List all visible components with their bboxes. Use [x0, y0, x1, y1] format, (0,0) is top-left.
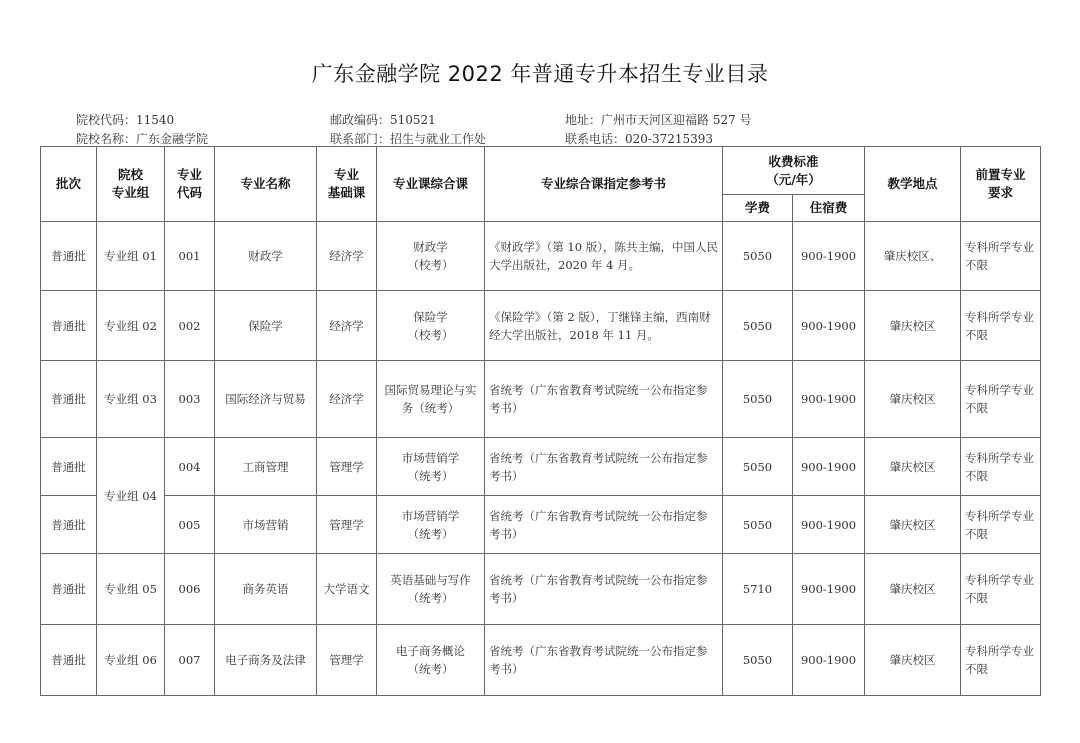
table-row [41, 625, 1041, 696]
cell-lodging: 900-1900 [793, 554, 865, 625]
cell-location: 肇庆校区 [865, 291, 961, 361]
header-batch: 批次 [41, 147, 97, 222]
cell-comprehensive: 电子商务概论 （统考） [377, 625, 485, 696]
cell-basic: 管理学 [317, 438, 377, 496]
cell-reference: 省统考（广东省教育考试院统一公布指定参考书） [485, 554, 723, 625]
cell-batch: 普通批 [41, 496, 97, 554]
cell-reference: 《保险学》（第 2 版），丁继锋主编，西南财经大学出版社，2018 年 11 月。 [485, 291, 723, 361]
cell-prerequisite: 专科所学专业不限 [961, 361, 1041, 438]
header-code: 专业 代码 [165, 147, 215, 222]
cell-code: 001 [165, 222, 215, 291]
cell-prerequisite: 专科所学专业不限 [961, 554, 1041, 625]
cell-tuition: 5050 [723, 438, 793, 496]
contact-department: 联系部门：招生与就业工作处 [330, 132, 487, 146]
cell-batch: 普通批 [41, 361, 97, 438]
cell-reference: 省统考（广东省教育考试院统一公布指定参考书） [485, 496, 723, 554]
cell-reference: 《财政学》（第 10 版），陈共主编，中国人民大学出版社，2020 年 4 月。 [485, 222, 723, 291]
cell-comprehensive: 市场营销学 （统考） [377, 438, 485, 496]
cell-major: 国际经济与贸易 [215, 361, 317, 438]
cell-major: 市场营销 [215, 496, 317, 554]
cell-comprehensive: 市场营销学 （统考） [377, 496, 485, 554]
header-basic-course: 专业 基础课 [317, 147, 377, 222]
cell-reference: 省统考（广东省教育考试院统一公布指定参考书） [485, 361, 723, 438]
cell-code: 005 [165, 496, 215, 554]
postal-code: 邮政编码：510521 [330, 113, 436, 127]
cell-lodging: 900-1900 [793, 222, 865, 291]
cell-group: 专业组 05 [97, 554, 165, 625]
cell-code: 006 [165, 554, 215, 625]
header-reference-book: 专业综合课指定参考书 [485, 147, 723, 222]
cell-tuition: 5050 [723, 291, 793, 361]
table-row [41, 222, 1041, 291]
cell-basic: 管理学 [317, 496, 377, 554]
cell-major: 保险学 [215, 291, 317, 361]
cell-batch: 普通批 [41, 438, 97, 496]
table-row [41, 361, 1041, 438]
cell-tuition: 5050 [723, 361, 793, 438]
cell-location: 肇庆校区 [865, 496, 961, 554]
cell-lodging: 900-1900 [793, 361, 865, 438]
cell-comprehensive: 国际贸易理论与实务（统考） [377, 361, 485, 438]
cell-reference: 省统考（广东省教育考试院统一公布指定参考书） [485, 625, 723, 696]
cell-batch: 普通批 [41, 291, 97, 361]
cell-basic: 经济学 [317, 291, 377, 361]
cell-location: 肇庆校区 [865, 361, 961, 438]
cell-lodging: 900-1900 [793, 438, 865, 496]
cell-prerequisite: 专科所学专业不限 [961, 291, 1041, 361]
header-tuition: 学费 [723, 195, 793, 222]
cell-group: 专业组 06 [97, 625, 165, 696]
cell-prerequisite: 专科所学专业不限 [961, 438, 1041, 496]
cell-lodging: 900-1900 [793, 625, 865, 696]
majors-table [40, 146, 1041, 696]
table-row [41, 554, 1041, 625]
table-row [41, 438, 1041, 496]
page-title: 广东金融学院 2022 年普通专升本招生专业目录 [311, 62, 769, 86]
cell-major: 工商管理 [215, 438, 317, 496]
header-fee: 收费标准 （元/年） [723, 147, 865, 195]
cell-lodging: 900-1900 [793, 496, 865, 554]
cell-basic: 管理学 [317, 625, 377, 696]
cell-comprehensive: 英语基础与写作（统考） [377, 554, 485, 625]
header-prerequisite: 前置专业 要求 [961, 147, 1041, 222]
cell-code: 007 [165, 625, 215, 696]
cell-prerequisite: 专科所学专业不限 [961, 496, 1041, 554]
cell-prerequisite: 专科所学专业不限 [961, 625, 1041, 696]
cell-code: 004 [165, 438, 215, 496]
header-lodging: 住宿费 [793, 195, 865, 222]
cell-batch: 普通批 [41, 625, 97, 696]
cell-group: 专业组 04 [97, 438, 165, 554]
address: 地址：广州市天河区迎福路 527 号 [565, 113, 752, 127]
cell-code: 003 [165, 361, 215, 438]
cell-group: 专业组 01 [97, 222, 165, 291]
cell-location: 肇庆校区 [865, 625, 961, 696]
cell-location: 肇庆校区、 [865, 222, 961, 291]
cell-group: 专业组 02 [97, 291, 165, 361]
cell-major: 商务英语 [215, 554, 317, 625]
cell-reference: 省统考（广东省教育考试院统一公布指定参考书） [485, 438, 723, 496]
cell-comprehensive: 保险学 （校考） [377, 291, 485, 361]
cell-location: 肇庆校区 [865, 554, 961, 625]
header-major: 专业名称 [215, 147, 317, 222]
cell-group: 专业组 03 [97, 361, 165, 438]
cell-prerequisite: 专科所学专业不限 [961, 222, 1041, 291]
cell-major: 财政学 [215, 222, 317, 291]
cell-comprehensive: 财政学 （校考） [377, 222, 485, 291]
cell-tuition: 5710 [723, 554, 793, 625]
table-row [41, 291, 1041, 361]
cell-basic: 经济学 [317, 361, 377, 438]
cell-location: 肇庆校区 [865, 438, 961, 496]
cell-batch: 普通批 [41, 554, 97, 625]
cell-tuition: 5050 [723, 625, 793, 696]
school-name: 院校名称：广东金融学院 [76, 132, 209, 146]
cell-basic: 经济学 [317, 222, 377, 291]
cell-basic: 大学语文 [317, 554, 377, 625]
school-code: 院校代码：11540 [76, 113, 175, 127]
table-row [41, 496, 1041, 554]
cell-lodging: 900-1900 [793, 291, 865, 361]
header-comprehensive-course: 专业课综合课 [377, 147, 485, 222]
header-group: 院校 专业组 [97, 147, 165, 222]
cell-tuition: 5050 [723, 496, 793, 554]
cell-tuition: 5050 [723, 222, 793, 291]
header-location: 教学地点 [865, 147, 961, 222]
contact-phone: 联系电话：020-37215393 [565, 132, 714, 146]
cell-major: 电子商务及法律 [215, 625, 317, 696]
cell-batch: 普通批 [41, 222, 97, 291]
cell-code: 002 [165, 291, 215, 361]
